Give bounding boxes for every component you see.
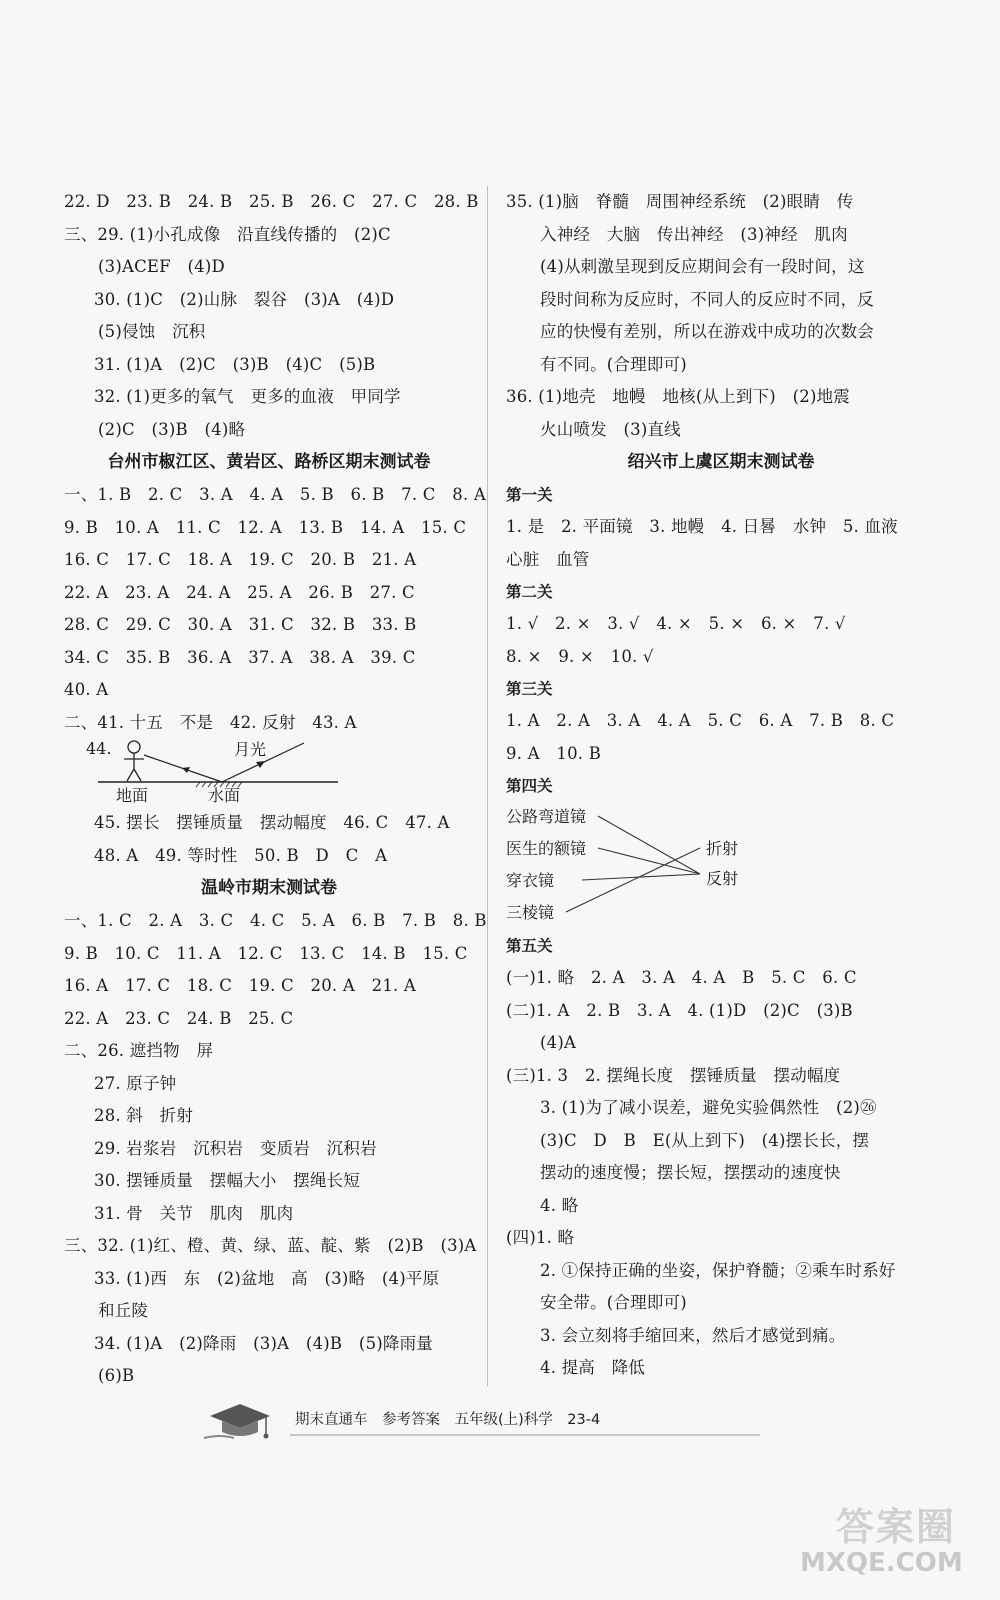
answer-line: 1. 是 2. 平面镜 3. 地幔 4. 日晷 水钟 5. 血液 — [506, 517, 898, 536]
answer-line: (3)C D B E(从上到下) (4)摆长长，摆 — [540, 1130, 870, 1150]
answer-line: 二、26. 遮挡物 屏 — [64, 1041, 214, 1060]
answer-line: 22. A 23. C 24. B 25. C — [64, 1008, 294, 1028]
answer-line: (4)A — [540, 1033, 577, 1052]
answer-line: 36. (1)地壳 地幔 地核(从上到下) (2)地震 — [506, 387, 851, 406]
answer-line: 应的快慢有差别，所以在游戏中成功的次数会 — [540, 322, 874, 341]
answer-line: 28. C 29. C 30. A 31. C 32. B 33. B — [64, 615, 417, 634]
match-left-item: 三棱镜 — [506, 903, 555, 922]
answer-line: 48. A 49. 等时性 50. B D C A — [94, 845, 388, 865]
answer-line: 心脏 血管 — [506, 549, 590, 569]
watermark-url: MXQE.COM — [800, 1548, 963, 1578]
left-column — [64, 186, 487, 1393]
right-column — [506, 186, 936, 1385]
answer-line: 9. B 10. A 11. C 12. A 13. B 14. A 15. C — [64, 517, 467, 537]
answer-line: 9. A 10. B — [506, 743, 602, 763]
answer-line: 三、32. (1)红、橙、黄、绿、蓝、靛、紫 (2)B (3)A — [64, 1236, 477, 1255]
answer-line: 33. (1)西 东 (2)盆地 高 (3)略 (4)平原 — [94, 1268, 440, 1288]
answer-line: 二、41. 十五 不是 42. 反射 43. A — [64, 712, 357, 732]
level-heading-1: 第一关 — [506, 486, 553, 504]
answer-line: 3. 会立刻将手缩回来，然后才感觉到痛。 — [540, 1325, 846, 1345]
section-heading-taizhou: 台州市椒江区、黄岩区、路桥区期末测试卷 — [107, 452, 431, 472]
answer-line: 28. 斜 折射 — [94, 1106, 194, 1125]
answer-line: 三、29. (1)小孔成像 沿直线传播的 (2)C — [64, 224, 391, 244]
match-right-item: 折射 — [706, 839, 739, 858]
answer-line: 入神经 大脑 传出神经 (3)神经 肌肉 — [540, 224, 848, 244]
section-heading-shangyu: 绍兴市上虞区期末测试卷 — [627, 452, 815, 472]
answer-line: 34. C 35. B 36. A 37. A 38. A 39. C — [64, 647, 416, 667]
answer-line: 22. A 23. A 24. A 25. A 26. B 27. C — [64, 582, 415, 602]
answer-line: (4)从刺激呈现到反应期间会有一段时间，这 — [540, 257, 865, 276]
answer-line: 8. × 9. × 10. √ — [506, 646, 654, 666]
level-heading-5: 第五关 — [506, 937, 553, 955]
answer-line: 16. A 17. C 18. C 19. C 20. A 21. A — [64, 976, 417, 995]
answer-line: 35. (1)脑 脊髓 周围神经系统 (2)眼睛 传 — [506, 192, 854, 211]
answer-line: 29. 岩浆岩 沉积岩 变质岩 沉积岩 — [94, 1138, 377, 1158]
answer-line: 一、1. B 2. C 3. A 4. A 5. B 6. B 7. C 8. A — [64, 485, 486, 504]
answer-line: 4. 略 — [540, 1195, 579, 1215]
level-heading-3: 第三关 — [506, 680, 553, 698]
answer-line: 2. ①保持正确的坐姿，保护脊髓；②乘车时系好 — [540, 1260, 896, 1280]
question-number: 44. — [86, 739, 112, 758]
answer-line: 3. (1)为了减小误差，避免实验偶然性 (2)㉖ — [540, 1098, 877, 1117]
answer-line: 27. 原子钟 — [94, 1073, 177, 1093]
answer-line: (3)ACEF (4)D — [98, 257, 225, 276]
answer-line: (四)1. 略 — [506, 1228, 575, 1247]
answer-line: 40. A — [64, 680, 109, 699]
match-left-item: 穿衣镜 — [506, 871, 555, 890]
answer-line: 30. (1)C (2)山脉 裂谷 (3)A (4)D — [94, 289, 395, 309]
answer-line: 1. A 2. A 3. A 4. A 5. C 6. A 7. B 8. C — [506, 711, 895, 730]
water-surface-label: 水面 — [208, 786, 241, 805]
answer-line: 4. 提高 降低 — [540, 1358, 646, 1377]
answer-line: 31. 骨 关节 肌肉 肌肉 — [94, 1203, 294, 1223]
answer-line: 32. (1)更多的氧气 更多的血液 甲同学 — [94, 387, 401, 406]
column-divider — [487, 186, 488, 1386]
watermark-logo — [800, 1496, 990, 1586]
match-left-item: 医生的额镜 — [506, 839, 587, 858]
watermark-text: 答案圈 — [836, 1505, 957, 1549]
answer-line: (5)侵蚀 沉积 — [98, 322, 206, 341]
footer-rule — [290, 1434, 760, 1436]
graduation-cap-icon — [200, 1398, 280, 1448]
answer-line: 有不同。(合理即可) — [540, 354, 687, 374]
answer-line: 一、1. C 2. A 3. C 4. C 5. A 6. B 7. B 8. B — [64, 911, 487, 930]
level-heading-2: 第二关 — [506, 583, 553, 601]
answer-line: 火山喷发 (3)直线 — [540, 419, 681, 439]
answer-line: 和丘陵 — [98, 1301, 149, 1320]
answer-line: 16. C 17. C 18. A 19. C 20. B 21. A — [64, 550, 417, 569]
answer-line: 34. (1)A (2)降雨 (3)A (4)B (5)降雨量 — [94, 1333, 434, 1353]
reflection-diagram-44 — [64, 739, 474, 807]
answer-line: 45. 摆长 摆锤质量 摆动幅度 46. C 47. A — [94, 813, 450, 832]
answer-line: 22. D 23. B 24. B 25. B 26. C 27. C 28. B — [64, 192, 479, 211]
answer-line: 30. 摆锤质量 摆幅大小 摆绳长短 — [94, 1171, 361, 1190]
answer-line: (三)1. 3 2. 摆绳长度 摆锤质量 摆动幅度 — [506, 1065, 841, 1085]
answer-line: (一)1. 略 2. A 3. A 4. A B 5. C 6. C — [506, 968, 857, 987]
match-right-item: 反射 — [706, 869, 739, 888]
answer-line: 安全带。(合理即可) — [540, 1293, 687, 1312]
section-heading-wenling: 温岭市期末测试卷 — [201, 878, 337, 898]
level-heading-4: 第四关 — [506, 777, 553, 795]
matching-diagram — [506, 802, 936, 930]
footer-text: 期末直通车 参考答案 五年级(上)科学 23-4 — [295, 1412, 601, 1428]
ground-label: 地面 — [116, 786, 149, 805]
answer-line: 9. B 10. C 11. A 12. C 13. C 14. B 15. C — [64, 943, 468, 963]
moonlight-label: 月光 — [234, 740, 267, 759]
answer-line: 段时间称为反应时，不同人的反应时不同，反 — [540, 289, 874, 309]
answer-line: 1. √ 2. × 3. √ 4. × 5. × 6. × 7. √ — [506, 614, 846, 633]
page-footer — [200, 1398, 800, 1448]
answer-line: 31. (1)A (2)C (3)B (4)C (5)B — [94, 354, 376, 374]
answer-line: (二)1. A 2. B 3. A 4. (1)D (2)C (3)B — [506, 1000, 853, 1020]
answer-line: 摆动的速度慢；摆长短，摆摆动的速度快 — [540, 1163, 841, 1182]
match-left-item: 公路弯道镜 — [506, 807, 587, 826]
answer-line: (6)B — [98, 1366, 135, 1385]
answer-line: (2)C (3)B (4)略 — [98, 419, 246, 439]
